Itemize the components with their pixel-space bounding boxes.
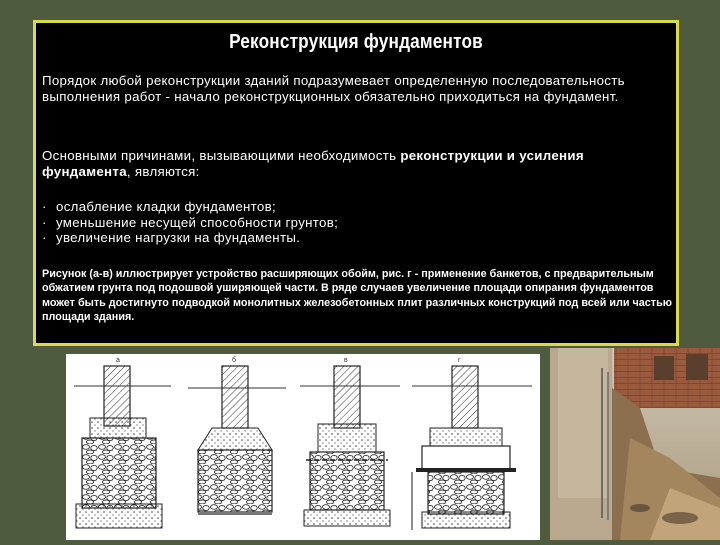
section-label-b: б [232,357,237,364]
reasons-end: , являются: [126,163,200,179]
intro-paragraph: Порядок любой реконструкции зданий подразумевает определенную последовательность выполнения работ - начало реконструкционных обязательно приходиться на фундамент. [42,73,625,104]
photo-svg [550,348,720,540]
section-label-d: г [458,357,461,364]
section-label-c: в [344,357,348,364]
section-a [74,357,171,528]
bullet-icon: · [42,214,47,230]
reasons-start: Основными причинами, вызывающими необходимость [42,148,401,163]
reasons-list [42,199,674,246]
foundation-sections-svg [66,354,540,540]
section-d [412,357,532,530]
list-item: · увеличение нагрузки на фундаменты. [42,230,301,245]
slide-text-panel [33,20,679,346]
list-item: · ослабление кладки фундаментов; [42,199,276,214]
section-b [188,356,286,514]
bullet-icon: · [42,230,47,245]
section-label-a: а [116,357,120,364]
figure-caption: Рисунок (а-в) иллюстрирует устройство расширяющих обойм, рис. г - применение банкетов, с предварительным обжатием грунта под подошвой уширяющей части. В ряде случаев увеличение площади опирания фундаментов может быть достигнуто подводкой монолитных железобетонных плит различных конструкций под всей или частью площади здания. [42,268,672,324]
section-c [300,357,400,526]
foundation-sections-drawing [66,354,540,540]
foundation-excavation-photo [550,348,720,540]
bullet-icon: · [42,199,47,214]
slide-title: Реконструкция фундаментов [229,31,483,53]
reasons-emphasis: реконструкции и усиления фундамента [42,148,584,179]
reasons-paragraph [42,148,674,179]
list-item: · уменьшение несущей способности грунтов; [42,214,339,230]
